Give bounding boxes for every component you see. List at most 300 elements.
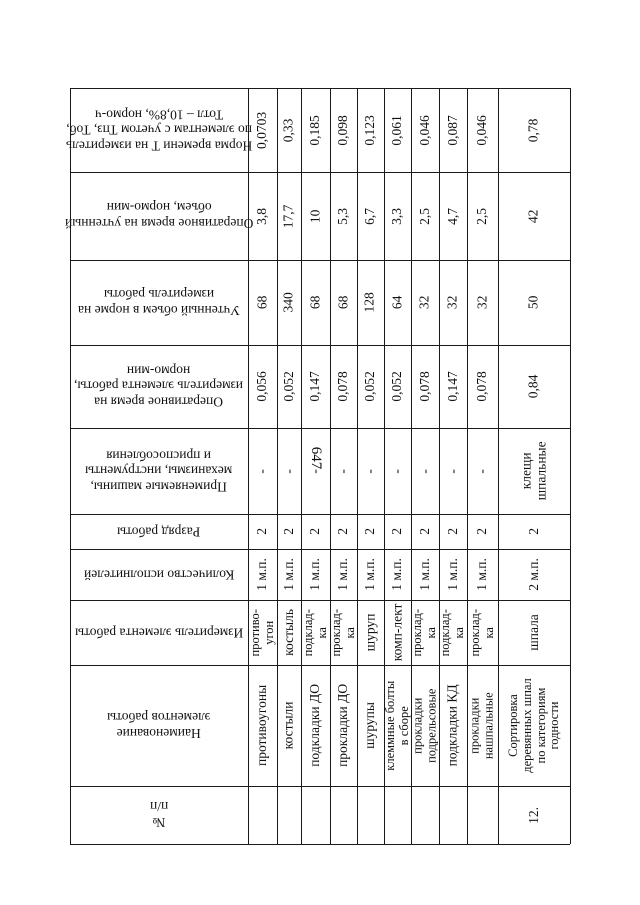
cell-op-time-total-text (336, 208, 351, 225)
cell-norm-text (446, 115, 461, 145)
cell-grade (248, 514, 277, 549)
cell-op-time-total-text (446, 208, 461, 225)
cell-text-line: шуруп (362, 613, 378, 652)
cell-op-time (411, 345, 439, 428)
cell-text-line: 2 (474, 528, 490, 535)
cell-text-line: 128 (362, 292, 378, 313)
cell-text-line: противо- (247, 608, 262, 657)
cell-machines (467, 428, 498, 514)
cell-text-line: Разряд работы (117, 524, 201, 540)
cell-op-time-text (475, 371, 490, 401)
cell-text-line: 1 м.п. (335, 558, 351, 591)
cell-norm-text (475, 115, 490, 145)
cell-norm-text (282, 118, 297, 142)
cell-name (498, 665, 570, 786)
header-name-text (107, 710, 210, 741)
cell-op-time-total-text (390, 208, 405, 225)
header-num (70, 786, 248, 844)
cell-text-line: костыли (280, 701, 296, 750)
cell-grade (411, 514, 439, 549)
cell-volume-text (527, 296, 542, 310)
cell-text-line: шпальные (532, 441, 548, 501)
cell-text-line: прокладки ДО (335, 684, 351, 767)
cell-text-line: 0,052 (389, 371, 405, 402)
cell-norm (498, 88, 570, 172)
cell-text-line: 64 (389, 295, 405, 310)
cell-machines-text (446, 469, 461, 474)
cell-norm (301, 88, 330, 172)
cell-text-line: 6,7 (362, 207, 378, 225)
header-meter (70, 600, 248, 665)
header-volume-text (78, 287, 240, 318)
cell-name-text (255, 685, 270, 766)
cell-meter-text (439, 609, 467, 656)
cell-norm (277, 88, 301, 172)
cell-text-line: 2 (362, 528, 378, 535)
cell-text-line: 32 (444, 295, 460, 310)
cell-performers-text (390, 558, 405, 591)
cell-volume-text (418, 296, 433, 310)
cell-name (248, 665, 277, 786)
cell-meter-text (249, 609, 277, 656)
cell-op-time (301, 345, 330, 428)
cell-text-line: 68 (254, 295, 270, 310)
cell-performers-text (282, 558, 297, 591)
cell-text-line: 0,087 (444, 114, 460, 146)
cell-meter-text (330, 609, 358, 657)
cell-text-line: 0,33 (280, 118, 296, 142)
cell-text-line: ка (481, 626, 496, 639)
cell-op-time-total-text (308, 209, 323, 223)
cell-text-line: по категориям (533, 687, 547, 764)
cell-norm-text (390, 115, 405, 145)
cell-machines (498, 428, 570, 514)
cell-text-line: 0,78 (525, 118, 541, 142)
cell-volume-text (255, 296, 270, 310)
cell-text-line: подкладки ДО (307, 684, 323, 767)
cell-performers-text (446, 558, 461, 591)
cell-text-line: в сборе (396, 705, 411, 746)
cell-op-time-total (357, 172, 384, 260)
cell-machines-text (475, 469, 490, 474)
cell-meter (439, 600, 467, 665)
cell-text-line: 0,052 (280, 371, 296, 402)
cell-volume-text (390, 296, 405, 310)
cell-grade (357, 514, 384, 549)
cell-grade-text (418, 528, 433, 535)
cell-volume-text (336, 296, 351, 310)
cell-volume (411, 260, 439, 345)
cell-grade (301, 514, 330, 549)
cell-op-time (277, 345, 301, 428)
cell-meter (277, 600, 301, 665)
cell-op-time-total-text (527, 209, 542, 223)
cell-text-line: - (389, 468, 405, 474)
cell-name (467, 665, 498, 786)
cell-op-time-text (363, 371, 378, 401)
cell-text-line: - (474, 468, 490, 474)
cell-text-line: 32 (416, 295, 432, 310)
cell-text-line: механизмы, инструменты (85, 463, 233, 479)
cell-text-line: противоугоны (254, 684, 270, 767)
cell-meter-text (302, 609, 330, 656)
page-number: 647 (308, 446, 324, 470)
cell-grade-text (527, 528, 542, 535)
cell-text-line: 3,3 (389, 207, 405, 225)
cell-num (498, 786, 570, 844)
cell-text-line: нормо-мин (127, 363, 191, 379)
cell-meter-text (282, 609, 297, 656)
cell-performers-text (527, 558, 542, 591)
cell-text-line: 2 (525, 528, 541, 535)
header-name (70, 665, 248, 786)
cell-text-line: Тотл – 10,8%, нормо-ч (94, 107, 224, 123)
cell-op-time-total (467, 172, 498, 260)
cell-machines (301, 428, 330, 514)
cell-text-line: шпала (525, 614, 541, 651)
cell-text-line: 2 (416, 528, 432, 535)
cell-text-line: 0,052 (362, 371, 378, 402)
cell-grade-text (308, 528, 323, 535)
cell-norm (330, 88, 357, 172)
table-rule (70, 844, 570, 845)
cell-text-line: 2 (389, 528, 405, 535)
cell-machines (439, 428, 467, 514)
cell-machines (330, 428, 357, 514)
cell-text-line: элементов работы (107, 710, 211, 726)
cell-grade-text (475, 528, 490, 535)
cell-text-line: 17,7 (280, 204, 296, 228)
cell-machines-text (336, 469, 351, 474)
cell-text-line: комп-лект (389, 603, 405, 662)
cell-op-time (498, 345, 570, 428)
cell-grade (467, 514, 498, 549)
cell-performers (411, 549, 439, 600)
cell-performers (330, 549, 357, 600)
cell-op-time-text (390, 371, 405, 401)
cell-text-line: 0,123 (362, 114, 378, 146)
cell-name (384, 665, 411, 786)
cell-text-line: объем, нормо-мин (106, 201, 212, 216)
cell-meter-text (363, 614, 378, 652)
cell-text-line: подрельсовые (424, 688, 439, 763)
cell-text-line: 0,84 (525, 374, 541, 399)
header-op-time-total-text (65, 200, 253, 231)
cell-text-line: 0,046 (474, 114, 490, 146)
cell-meter (301, 600, 330, 665)
cell-text-line: № (152, 815, 166, 831)
cell-text-line: измеритель работы (103, 287, 215, 303)
cell-op-time (439, 345, 467, 428)
header-op-time-total (64, 172, 254, 260)
cell-meter (467, 600, 498, 665)
cell-norm (467, 88, 498, 172)
cell-name-text (282, 702, 297, 750)
cell-op-time-total-text (282, 204, 297, 228)
header-grade (70, 514, 248, 549)
cell-name-text (507, 678, 562, 773)
cell-text-line: 1 м.п. (444, 558, 460, 591)
cell-text-line: ка (314, 626, 329, 639)
cell-text-line: 0,098 (335, 114, 351, 146)
cell-text-line: 2 (280, 528, 296, 535)
cell-grade-text (336, 528, 351, 535)
cell-text-line: Норма времени Т на измеритель (65, 138, 253, 154)
cell-machines-text (363, 469, 378, 474)
cell-text-line: 0,078 (474, 371, 490, 402)
cell-op-time-text (418, 371, 433, 401)
cell-name-text (446, 685, 461, 767)
header-performers (70, 549, 248, 600)
cell-text-line: 1 м.п. (307, 558, 323, 591)
norms-table (64, 88, 570, 844)
cell-norm-text (255, 111, 270, 148)
cell-text-line: 68 (335, 295, 351, 310)
cell-text-line: 68 (307, 295, 323, 310)
cell-text-line: 32 (474, 295, 490, 310)
cell-text-line: 3,8 (254, 207, 270, 225)
cell-text-line: Сортировка (505, 694, 520, 757)
cell-norm-text (308, 115, 323, 145)
cell-text-line: ка (342, 626, 357, 639)
cell-meter (357, 600, 384, 665)
header-norm (65, 88, 253, 172)
cell-norm-text (418, 115, 433, 145)
cell-meter-text (527, 614, 542, 650)
header-grade-text (117, 524, 200, 540)
cell-text-line: 2 (444, 528, 460, 535)
cell-op-time-total-text (418, 208, 433, 225)
cell-grade-text (446, 528, 461, 535)
header-op-time (70, 345, 248, 428)
cell-grade-text (363, 528, 378, 535)
cell-meter (498, 600, 570, 665)
cell-op-time-text (255, 371, 270, 401)
cell-text-line: 0,046 (416, 114, 432, 146)
cell-op-time-total-text (475, 208, 490, 225)
cell-performers-text (308, 558, 323, 591)
cell-text-line: - (335, 468, 351, 474)
header-num-text (150, 799, 168, 830)
cell-text-line: по элементам с учетом Тпз, Тоб, (66, 122, 252, 138)
cell-op-time-total-text (363, 208, 378, 225)
cell-volume (357, 260, 384, 345)
cell-text-line: 1 м.п. (416, 558, 432, 591)
cell-text-line: 340 (280, 292, 296, 313)
cell-name-text (469, 692, 497, 759)
cell-name (277, 665, 301, 786)
cell-name-text (308, 684, 323, 767)
cell-text-line: 5,3 (335, 207, 351, 225)
cell-grade-text (390, 528, 405, 535)
cell-grade (498, 514, 570, 549)
cell-text-line: 1 м.п. (254, 558, 270, 591)
cell-text-line: 4,7 (444, 207, 460, 225)
table-rule (570, 88, 571, 844)
cell-volume (467, 260, 498, 345)
cell-volume (301, 260, 330, 345)
cell-norm (384, 88, 411, 172)
cell-machines (384, 428, 411, 514)
cell-text-line: шурупы (362, 702, 378, 749)
cell-text-line: 1 м.п. (362, 558, 378, 591)
cell-text-line: клещи (518, 452, 534, 490)
cell-text-line: клеммные болты (382, 680, 397, 771)
cell-op-time-text (336, 371, 351, 401)
cell-performers (467, 549, 498, 600)
cell-text-line: - (254, 468, 270, 474)
cell-op-time (330, 345, 357, 428)
cell-meter (384, 600, 411, 665)
cell-grade (277, 514, 301, 549)
cell-meter-text (390, 604, 405, 662)
cell-op-time-total (248, 172, 277, 260)
cell-norm (411, 88, 439, 172)
cell-name (301, 665, 330, 786)
cell-text-line: 0,0703 (254, 111, 270, 149)
cell-name (411, 665, 439, 786)
cell-text-line: 2 (307, 528, 323, 535)
cell-text-line: 0,056 (254, 371, 270, 402)
header-performers-text (84, 567, 234, 583)
cell-volume-text (282, 292, 297, 312)
cell-machines-text (519, 442, 549, 501)
cell-performers (384, 549, 411, 600)
header-machines (70, 428, 248, 514)
cell-text-line: нашпальные (481, 692, 496, 759)
cell-text-line: 10 (307, 209, 323, 223)
cell-text-line: - (416, 468, 432, 474)
cell-machines-text (255, 469, 270, 474)
cell-op-time-total (439, 172, 467, 260)
cell-performers-text (255, 558, 270, 591)
cell-norm-text (527, 118, 542, 142)
cell-performers-text (418, 558, 433, 591)
cell-machines (277, 428, 301, 514)
cell-volume (498, 260, 570, 345)
cell-text-line: 1 м.п. (280, 558, 296, 591)
cell-text-line: п/п (149, 800, 169, 815)
cell-text-line: Оперативное время на (94, 394, 224, 410)
cell-grade-text (255, 528, 270, 535)
cell-meter (411, 600, 439, 665)
cell-meter (248, 600, 277, 665)
cell-name (330, 665, 357, 786)
cell-text-line: ка (452, 626, 467, 639)
cell-op-time-total (330, 172, 357, 260)
cell-name-text (363, 702, 378, 749)
cell-norm-text (336, 115, 351, 145)
cell-text-line: годности (546, 701, 561, 750)
cell-performers (301, 549, 330, 600)
cell-machines (357, 428, 384, 514)
cell-text-line: Измеритель элемента работы (74, 625, 244, 641)
cell-text-line: проклад- (467, 608, 482, 657)
cell-text-line: - (362, 468, 378, 474)
cell-name (439, 665, 467, 786)
header-machines-text (85, 448, 232, 495)
cell-grade (330, 514, 357, 549)
cell-volume (277, 260, 301, 345)
cell-performers (277, 549, 301, 600)
cell-name-text (411, 688, 439, 762)
cell-text-line: угон (261, 620, 276, 645)
cell-performers (439, 549, 467, 600)
cell-text-line: и приспособления (106, 448, 212, 464)
cell-volume (248, 260, 277, 345)
cell-volume (439, 260, 467, 345)
cell-volume-text (446, 296, 461, 310)
cell-volume (330, 260, 357, 345)
cell-op-time (357, 345, 384, 428)
cell-performers-text (363, 558, 378, 591)
header-volume (70, 260, 248, 345)
cell-text-line: 0,061 (389, 114, 405, 146)
cell-text-line: Применяемые машины, (90, 479, 228, 495)
cell-op-time (248, 345, 277, 428)
cell-text-line: - (307, 468, 323, 474)
cell-text-line: 0,078 (335, 371, 351, 402)
cell-text-line: Учтенный объем в норме на (78, 303, 240, 319)
cell-grade-text (282, 528, 297, 535)
cell-op-time-text (308, 371, 323, 401)
cell-machines-text (418, 469, 433, 474)
cell-text-line: костыль (280, 609, 296, 656)
cell-text-line: проклад- (410, 608, 425, 657)
cell-name (357, 665, 384, 786)
cell-text-line: прокладки (410, 697, 425, 754)
cell-text-line: подкладки КД (444, 684, 460, 767)
cell-text-line: 50 (525, 295, 541, 310)
cell-text-line: ка (424, 626, 439, 639)
cell-performers (498, 549, 570, 600)
cell-num-text (527, 807, 542, 824)
cell-text-line: деревянных шпал (519, 678, 534, 773)
cell-text-line: 2 м.п. (525, 558, 541, 591)
cell-text-line: 0,185 (307, 114, 323, 146)
cell-machines-text (390, 469, 405, 474)
cell-text-line: - (444, 468, 460, 474)
cell-text-line: 2 (254, 528, 270, 535)
cell-machines-text (308, 469, 323, 474)
cell-text-line: проклад- (328, 608, 343, 657)
cell-text-line: 2,5 (416, 207, 432, 225)
cell-text-line: - (280, 468, 296, 474)
cell-op-time-total (277, 172, 301, 260)
cell-text-line: 0,147 (444, 371, 460, 402)
cell-norm (439, 88, 467, 172)
cell-text-line: Количество исполнителей (83, 567, 235, 583)
cell-volume (384, 260, 411, 345)
cell-text-line: Оперативное время на учтенный (64, 216, 254, 232)
cell-machines-text (282, 469, 297, 474)
cell-meter-text (469, 609, 497, 657)
header-op-time-text (74, 363, 243, 410)
cell-op-time-total (301, 172, 330, 260)
cell-volume-text (363, 292, 378, 312)
cell-performers-text (336, 558, 351, 591)
cell-text-line: 0,147 (307, 371, 323, 402)
cell-machines (248, 428, 277, 514)
header-meter-text (75, 625, 243, 641)
cell-performers-text (475, 558, 490, 591)
cell-op-time-text (527, 375, 542, 399)
cell-op-time-text (282, 371, 297, 401)
cell-norm (248, 88, 277, 172)
cell-op-time-total (384, 172, 411, 260)
cell-op-time (467, 345, 498, 428)
header-norm-text (66, 107, 252, 154)
